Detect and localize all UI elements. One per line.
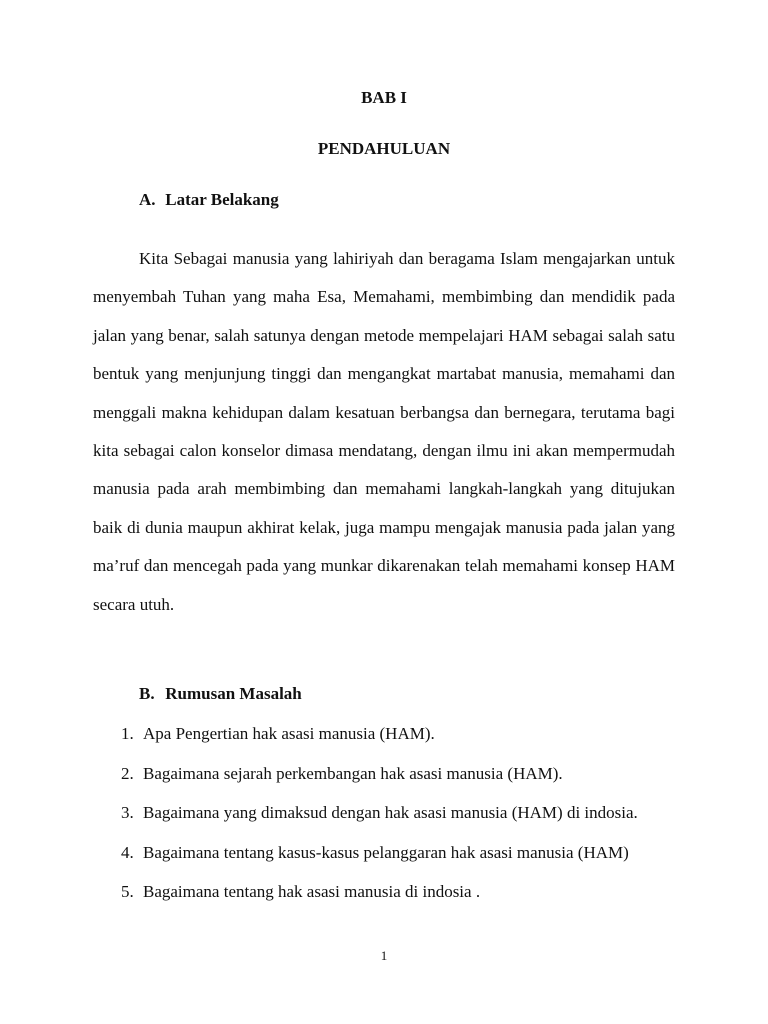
list-item-number: 3. xyxy=(121,803,134,822)
list-item-number: 5. xyxy=(121,882,134,901)
list-item xyxy=(93,803,638,843)
section-a-letter: A. xyxy=(139,190,156,209)
list-item-text: Bagaimana yang dimaksud dengan hak asasi manusia (HAM) di indosia. xyxy=(143,803,638,822)
section-a-title: Latar Belakang xyxy=(165,190,279,209)
section-b-heading xyxy=(139,684,302,704)
list-item-number: 1. xyxy=(121,724,134,743)
section-b-letter: B. xyxy=(139,684,155,703)
list-item xyxy=(93,882,638,922)
list-item-text: Bagaimana tentang kasus-kasus pelanggaran hak asasi manusia (HAM) xyxy=(143,842,629,862)
section-a-heading xyxy=(139,190,279,210)
list-item-number: 4. xyxy=(121,842,134,862)
section-b-title: Rumusan Masalah xyxy=(165,684,302,703)
list-item-number: 2. xyxy=(121,763,134,783)
chapter-title: PENDAHULUAN xyxy=(317,139,451,158)
list-item-text: Bagaimana tentang hak asasi manusia di indosia . xyxy=(143,882,481,901)
list-item-text: Apa Pengertian hak asasi manusia (HAM). xyxy=(143,724,435,743)
chapter-number: BAB I xyxy=(361,88,407,107)
problem-list xyxy=(93,724,638,922)
list-item-text: Bagaimana sejarah perkembangan hak asasi manusia (HAM). xyxy=(143,763,563,783)
list-item xyxy=(93,843,638,883)
list-item xyxy=(93,764,638,804)
page-number: 1 xyxy=(380,948,388,963)
list-item xyxy=(93,724,638,764)
background-paragraph: Kita Sebagai manusia yang lahiriyah dan beragama Islam mengajarkan untuk menyembah Tuhan yang maha Esa, Memahami, membimbing dan mendidik pada jalan yang benar, salah satunya dengan metode mempelajari HAM sebagai salah satu bentuk yang menjunjung tinggi dan mengangkat martabat manusia, memahami dan menggali makna kehidupan dalam kesatuan berbangsa dan bernegara, terutama bagi kita sebagai calon konselor dimasa mendatang, dengan ilmu ini akan mempermudah manusia pada arah membimbing dan memahami langkah-langkah yang ditujukan baik di dunia maupun akhirat kelak, juga mampu mengajak manusia pada jalan yang ma’ruf dan mencegah pada yang munkar dikarenakan telah memahami konsep HAM secara utuh. xyxy=(93,249,675,614)
